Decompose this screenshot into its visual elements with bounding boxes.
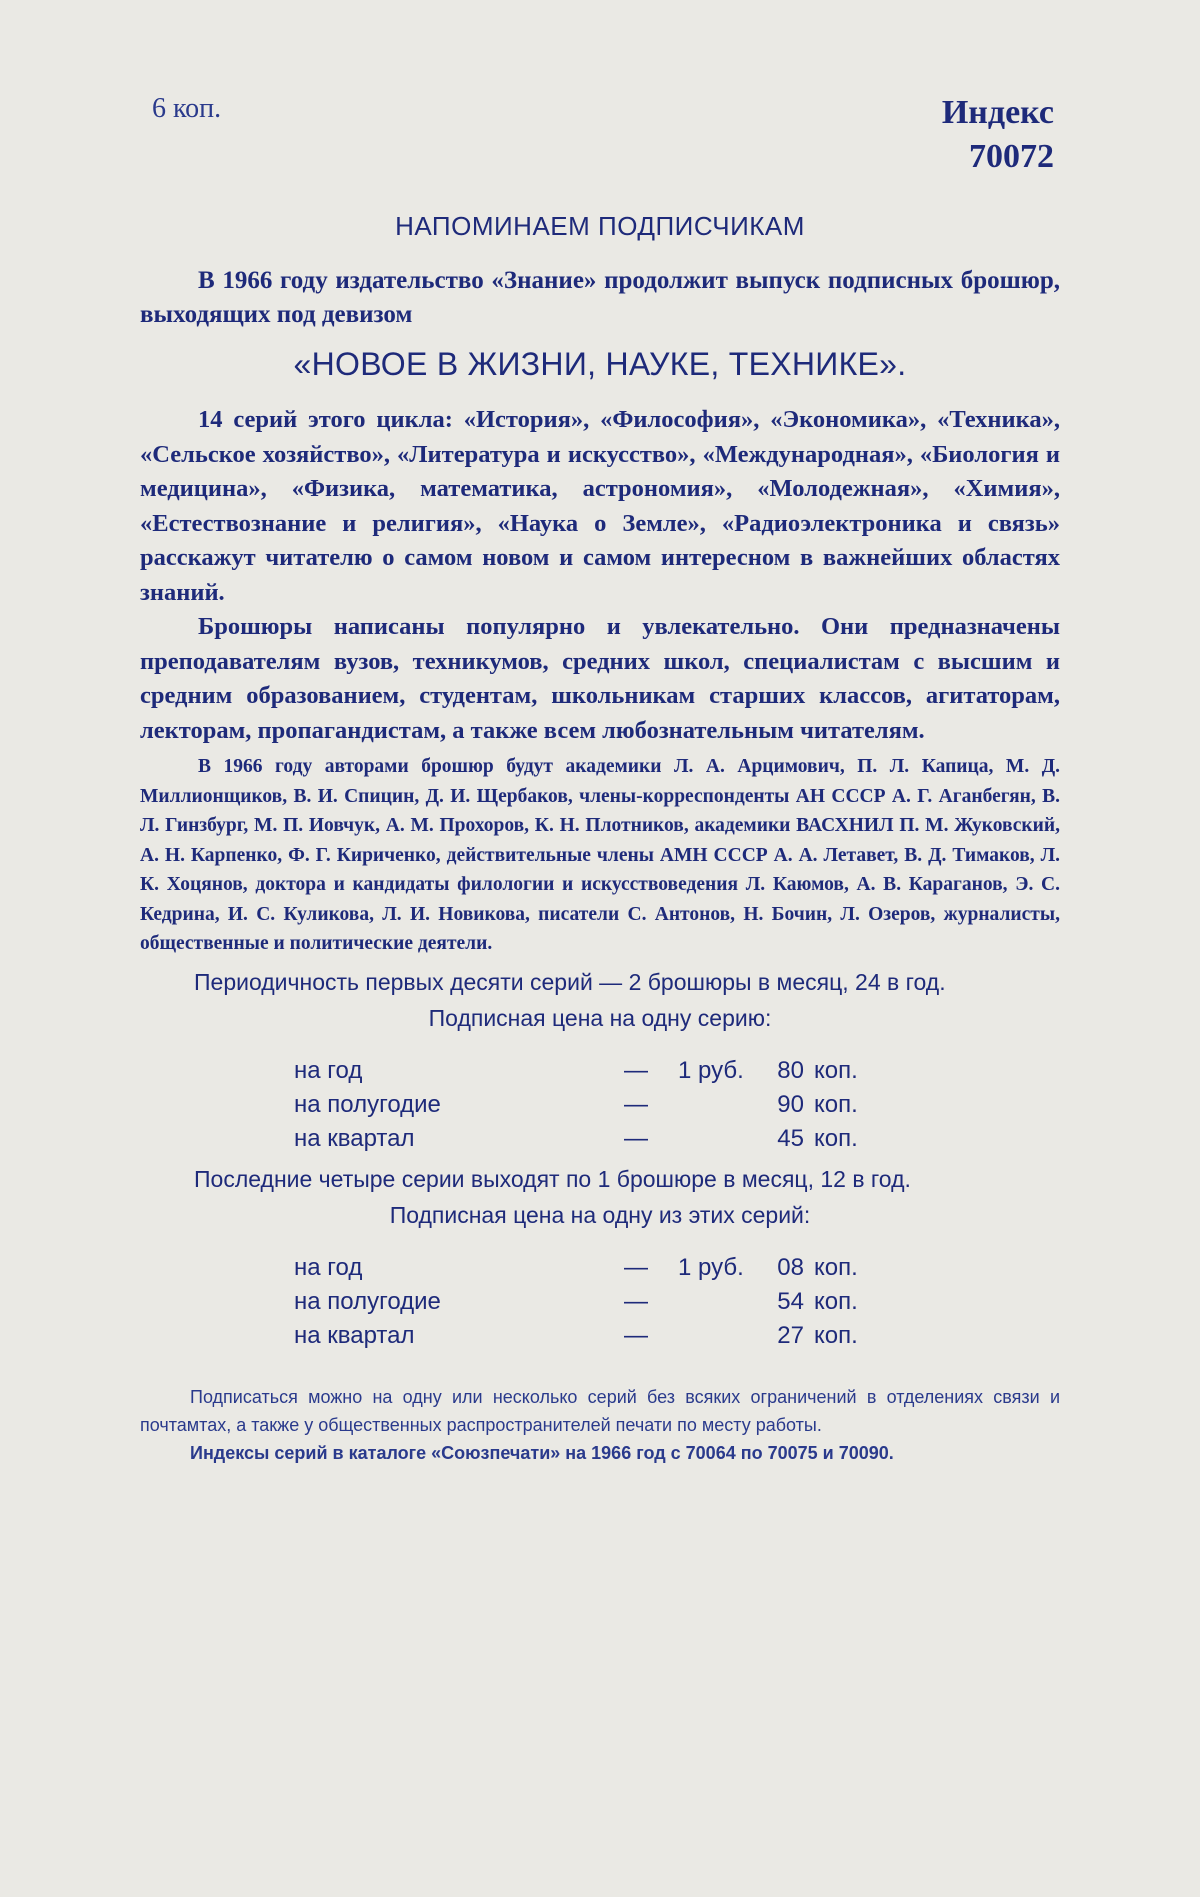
footer-block [140, 1383, 1060, 1467]
price-kop: 80 [777, 1056, 804, 1084]
price-dash: — [624, 1124, 648, 1152]
price-dash: — [624, 1253, 648, 1281]
table-row [294, 1319, 884, 1353]
price-rub: 1 руб. [678, 1253, 744, 1281]
price-unit: коп. [814, 1287, 858, 1315]
price-dash: — [624, 1321, 648, 1349]
price-period: на полугодие [294, 1287, 441, 1315]
price-rub [678, 1122, 760, 1156]
last-series-paragraph: Последние четыре серии выходят по 1 брошюре в месяц, 12 в год. [194, 1165, 911, 1192]
header-row [140, 85, 1060, 175]
price-dash: — [624, 1056, 648, 1084]
price-rub: 1 руб. [678, 1056, 744, 1084]
table-row [294, 1054, 884, 1088]
price-period: на квартал [294, 1321, 415, 1349]
price-rub [678, 1285, 760, 1319]
reminder-title: НАПОМИНАЕМ ПОДПИСЧИКАМ [395, 211, 805, 241]
index-label: Индекс [941, 94, 1054, 131]
price-kop: 54 [777, 1287, 804, 1315]
index-number: 70072 [969, 138, 1054, 175]
catalog-note: Индексы серий в каталоге «Союзпечати» на 1966 год с 70064 по 70075 и 70090. [190, 1442, 894, 1463]
price-dash: — [624, 1287, 648, 1315]
price-table-series [294, 1054, 884, 1156]
price-period: на полугодие [294, 1090, 441, 1118]
price-unit: коп. [814, 1090, 858, 1118]
price-kop: 08 [777, 1253, 804, 1281]
series-paragraph: 14 серий этого цикла: «История», «Философия», «Экономика», «Техника», «Сельское хозяйство», «Литература и искусство», «Международная», «Биология и медицина», «Физика, математика, астрономия», «Молодежная», «Химия», «Естествознание и религия», «Наука о Земле», «Радиоэлектроника и связь» расскажут читателю о самом новом и самом интересном в важнейших областях знаний. [140, 406, 1060, 606]
price-period: на год [294, 1056, 363, 1084]
index-block [942, 91, 1054, 179]
price-kop: 90 [777, 1090, 804, 1118]
motto-heading: «НОВОЕ В ЖИЗНИ, НАУКЕ, ТЕХНИКЕ». [293, 346, 907, 382]
intro-paragraph: В 1966 году издательство «Знание» продолжит выпуск подписных брошюр, выходящих под девизом [140, 267, 1060, 328]
periodicity-paragraph: Периодичность первых десяти серий — 2 брошюры в месяц, 24 в год. [194, 968, 946, 995]
price-period: на год [294, 1253, 363, 1281]
table-row [294, 1251, 884, 1285]
price-unit: коп. [814, 1321, 858, 1349]
price-heading-series: Подписная цена на одну серию: [428, 1004, 772, 1031]
price-table-last-series [294, 1251, 884, 1353]
price-kop: 45 [777, 1124, 804, 1152]
table-row [294, 1088, 884, 1122]
subscription-note: Подписаться можно на одну или несколько серий без всяких ограничений в отделениях связи и почтамтах, а также у общественных распространителей печати по месту работы. [140, 1386, 1060, 1435]
price-dash: — [624, 1090, 648, 1118]
price-rub [678, 1319, 760, 1353]
price-unit: коп. [814, 1056, 858, 1084]
price-period: на квартал [294, 1124, 415, 1152]
issue-price: 6 коп. [152, 93, 222, 124]
price-heading-last-series: Подписная цена на одну из этих серий: [389, 1201, 811, 1228]
price-kop: 27 [777, 1321, 804, 1349]
audience-paragraph: Брошюры написаны популярно и увлекательно. Они предназначены преподавателям вузов, техникумов, средних школ, специалистам с высшим и средним образованием, студентам, школьникам старших классов, агитаторам, лекторам, пропагандистам, а также всем любознательным читателям. [140, 613, 1060, 744]
table-row [294, 1285, 884, 1319]
price-unit: коп. [814, 1124, 858, 1152]
price-rub [678, 1088, 760, 1122]
table-row [294, 1122, 884, 1156]
document-page [140, 85, 1060, 1865]
price-unit: коп. [814, 1253, 858, 1281]
authors-paragraph: В 1966 году авторами брошюр будут академики Л. А. Арцимович, П. Л. Капица, М. Д. Миллионщиков, В. И. Спицин, Д. И. Щербаков, члены-корреспонденты АН СССР А. Г. Аганбегян, В. Л. Гинзбург, М. П. Иовчук, А. М. Прохоров, К. Н. Плотников, академики ВАСХНИЛ П. М. Жуковский, А. Н. Карпенко, Ф. Г. Кириченко, действительные члены АМН СССР А. А. Летавет, В. Д. Тимаков, Л. К. Хоцянов, доктора и кандидаты филологии и искусствоведения Л. Каюмов, А. В. Караганов, Э. С. Кедрина, И. С. Куликова, Л. И. Новикова, писатели С. Антонов, Н. Бочин, Л. Озеров, журналисты, общественные и политические деятели. [140, 756, 1060, 954]
